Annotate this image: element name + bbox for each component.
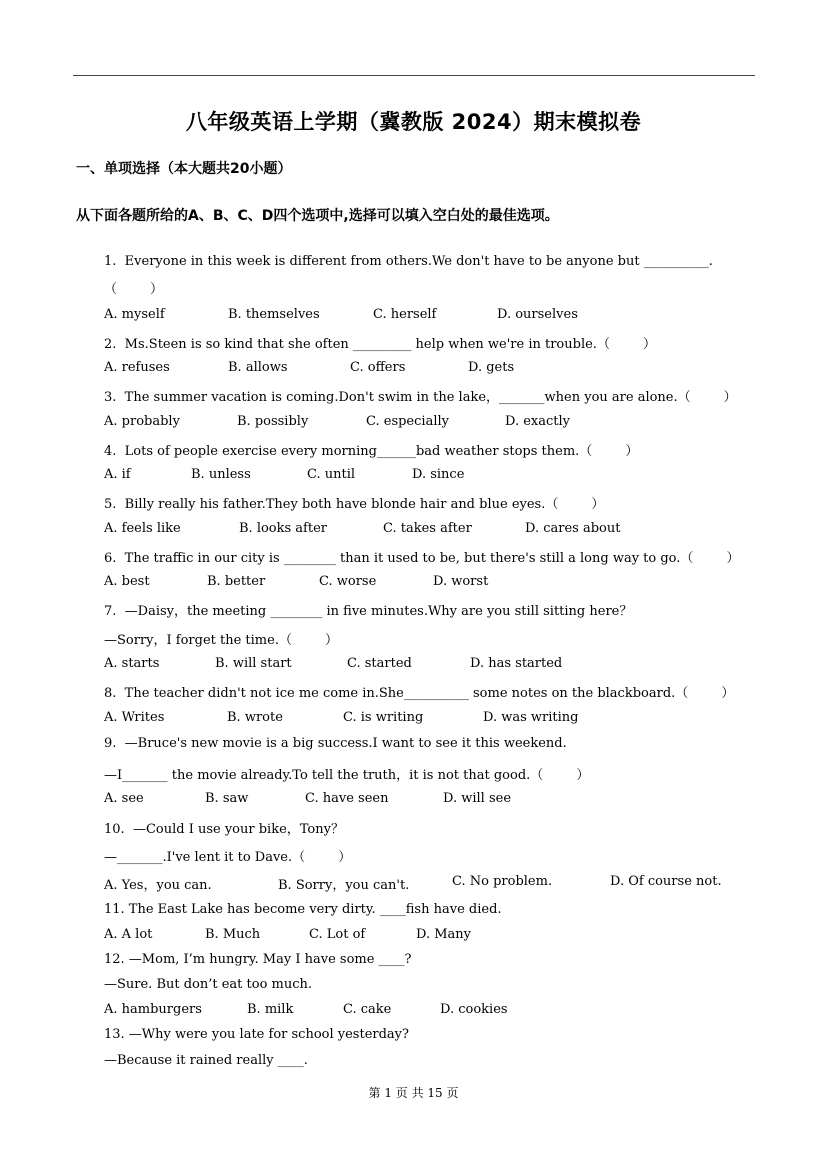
option-c[interactable]: C. offers [350,360,406,375]
question-1-answer-bracket: （ ） [104,282,164,297]
option-b[interactable]: B. better [207,574,266,589]
page-title: 八年级英语上学期（冀教版 2024）期末模拟卷 [185,110,642,134]
option-c[interactable]: C. until [307,467,356,482]
option-c[interactable]: C. takes after [383,521,472,536]
option-d[interactable]: D. cookies [440,1002,508,1017]
option-d[interactable]: D. cares about [525,521,621,536]
option-a[interactable]: A. A lot [104,927,153,942]
option-b[interactable]: B. themselves [228,307,320,322]
option-d[interactable]: D. Many [416,927,472,942]
option-c[interactable]: C. especially [366,414,449,429]
question-9-stem: 9. —Bruce's new movie is a big success.I want to see it this weekend. [104,736,567,751]
section-heading: 一、单项选择（本大题共20小题） [76,161,292,177]
question-7-stem: 7. —Daisy，the meeting ________ in five minutes.Why are you still sitting here？ [104,604,633,619]
option-d[interactable]: D. worst [433,574,489,589]
question-10-reply: —_______.I've lent it to Dave.（ ） [104,850,352,865]
option-c[interactable]: C. cake [343,1002,392,1017]
question-12-reply: —Sure. But don’t eat too much. [104,977,313,992]
option-a[interactable]: A. myself [104,307,165,322]
question-5-stem: 5. Billy really his father.They both have blonde hair and blue eyes.（ ） [104,497,605,512]
option-c[interactable]: C. started [347,656,412,671]
option-a[interactable]: A. if [104,467,131,482]
option-d[interactable]: D. exactly [505,414,571,429]
question-11-stem: 11. The East Lake has become very dirty. ____fish have died. [104,902,502,917]
question-4-stem: 4. Lots of people exercise every morning______bad weather stops them.（ ） [104,444,639,459]
question-7-reply: —Sorry，I forget the time.（ ） [104,633,339,648]
option-a[interactable]: A. refuses [104,360,170,375]
option-a[interactable]: A. starts [104,656,160,671]
option-c[interactable]: C. No problem. [452,874,553,889]
option-a[interactable]: A. feels like [104,521,181,536]
header-rule [73,75,755,76]
option-c[interactable]: C. worse [319,574,377,589]
question-8-stem: 8. The teacher didn't not ice me come in.She__________ some notes on the blackboard.（ ） [104,686,735,701]
option-d[interactable]: D. ourselves [497,307,578,322]
option-c[interactable]: C. Lot of [309,927,366,942]
question-13-reply: —Because it rained really ____. [104,1053,308,1068]
option-b[interactable]: B. wrote [227,710,283,725]
option-d[interactable]: D. has started [470,656,563,671]
option-d[interactable]: D. since [412,467,465,482]
option-c[interactable]: C. have seen [305,791,389,806]
question-1-stem: 1. Everyone in this week is different from others.We don't have to be anyone but __________. [104,254,713,269]
question-2-stem: 2. Ms.Steen is so kind that she often _________ help when we're in trouble.（ ） [104,337,656,352]
option-d[interactable]: D. will see [443,791,512,806]
option-b[interactable]: B. saw [205,791,249,806]
option-a[interactable]: A. hamburgers [104,1002,202,1017]
question-6-stem: 6. The traffic in our city is ________ than it used to be, but there's still a long way to go.（ ） [104,551,740,566]
option-b[interactable]: B. Much [205,927,261,942]
option-a[interactable]: A. Writes [104,710,165,725]
option-b[interactable]: B. will start [215,656,292,671]
option-d[interactable]: D. Of course not. [610,874,722,889]
option-d[interactable]: D. gets [468,360,515,375]
option-b[interactable]: B. allows [228,360,288,375]
option-b[interactable]: B. possibly [237,414,309,429]
option-b[interactable]: B. Sorry，you can't. [278,878,410,893]
option-b[interactable]: B. unless [191,467,251,482]
option-b[interactable]: B. milk [247,1002,294,1017]
question-13-stem: 13. —Why were you late for school yesterday? [104,1027,409,1042]
option-a[interactable]: A. see [104,791,144,806]
question-9-reply: —I_______ the movie already.To tell the truth，it is not that good.（ ） [104,768,590,783]
option-a[interactable]: A. probably [104,414,180,429]
page-footer: 第 1 页 共 15 页 [368,1086,459,1100]
option-a[interactable]: A. best [104,574,150,589]
question-10-stem: 10. —Could I use your bike，Tony？ [104,822,344,837]
instructions: 从下面各题所给的A、B、C、D四个选项中,选择可以填入空白处的最佳选项。 [76,208,559,224]
option-d[interactable]: D. was writing [483,710,579,725]
option-c[interactable]: C. is writing [343,710,424,725]
option-c[interactable]: C. herself [373,307,437,322]
question-3-stem: 3. The summer vacation is coming.Don't swim in the lake，_______when you are alone.（ ） [104,390,737,405]
question-12-stem: 12. —Mom, I’m hungry. May I have some ____? [104,952,412,967]
option-b[interactable]: B. looks after [239,521,328,536]
option-a[interactable]: A. Yes，you can. [104,878,212,893]
